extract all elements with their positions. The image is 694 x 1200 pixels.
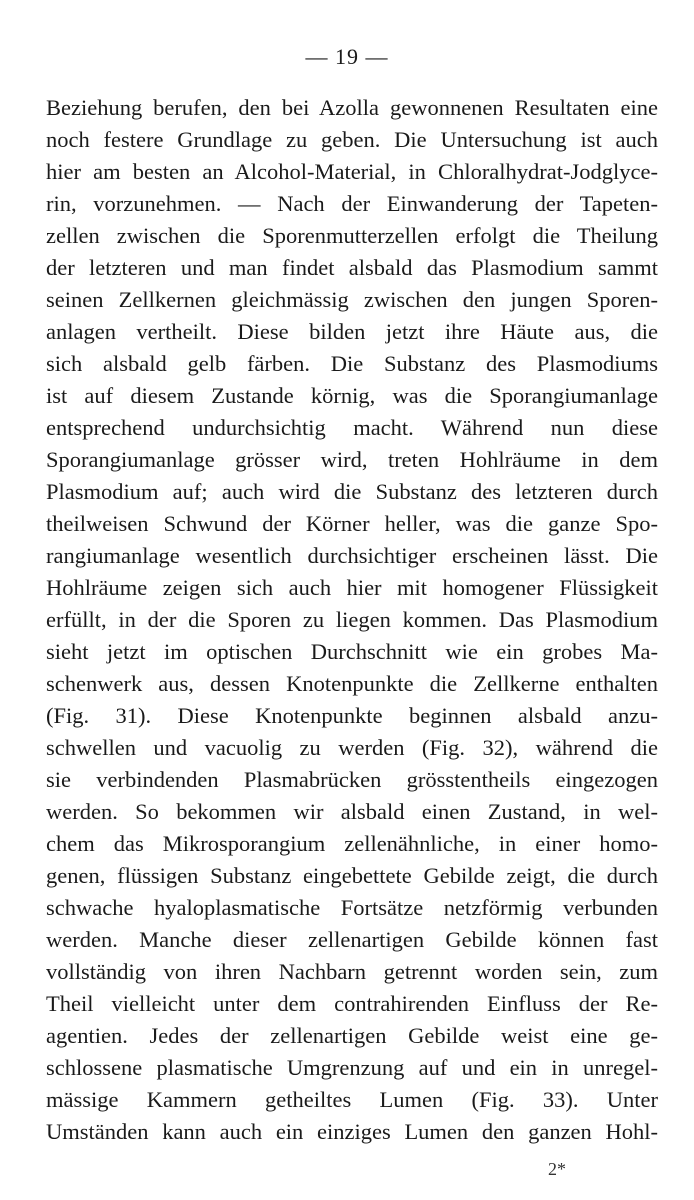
text-line: rangiumanlage wesentlich durchsichtiger erscheinen lässt. Die <box>46 543 658 568</box>
text-line: sie verbindenden Plasmabrücken grösstentheils eingezogen <box>46 767 658 792</box>
text-line: anlagen vertheilt. Diese bilden jetzt ihre Häute aus, die <box>46 319 658 344</box>
text-line: noch festere Grundlage zu geben. Die Untersuchung ist auch <box>46 127 658 152</box>
text-line: chem das Mikrosporangium zellenähnliche, in einer homo- <box>46 831 658 856</box>
text-line: ist auf diesem Zustande körnig, was die Sporangiumanlage <box>46 383 658 408</box>
text-line: schwache hyaloplasmatische Fortsätze netzförmig verbunden <box>46 895 658 920</box>
text-line: Plasmodium auf; auch wird die Substanz des letzteren durch <box>46 479 658 504</box>
text-line: mässige Kammern getheiltes Lumen (Fig. 33). Unter <box>46 1087 658 1112</box>
text-line: rin, vorzunehmen. — Nach der Einwanderung der Tapeten- <box>46 191 658 216</box>
page-number: — 19 — <box>305 44 389 69</box>
text-line: sich alsbald gelb färben. Die Substanz des Plasmodiums <box>46 351 658 376</box>
text-line: genen, flüssigen Substanz eingebettete Gebilde zeigt, die durch <box>46 863 658 888</box>
text-line: Theil vielleicht unter dem contrahirenden Einfluss der Re- <box>46 991 658 1016</box>
text-line: der letzteren und man findet alsbald das Plasmodium sammt <box>46 255 658 280</box>
text-line: zellen zwischen die Sporenmutterzellen erfolgt die Theilung <box>46 223 658 248</box>
text-line: schlossene plasmatische Umgrenzung auf und ein in unregel- <box>46 1055 658 1080</box>
text-line: seinen Zellkernen gleichmässig zwischen den jungen Sporen- <box>46 287 658 312</box>
text-line: (Fig. 31). Diese Knotenpunkte beginnen alsbald anzu- <box>46 703 658 728</box>
printer-signature-mark: 2* <box>548 1159 566 1179</box>
body-text <box>46 92 658 1148</box>
text-line: Sporangiumanlage grösser wird, treten Hohlräume in dem <box>46 447 658 472</box>
text-line: sieht jetzt im optischen Durchschnitt wie ein grobes Ma- <box>46 639 658 664</box>
text-line: werden. Manche dieser zellenartigen Gebilde können fast <box>46 927 658 952</box>
text-line: schwellen und vacuolig zu werden (Fig. 32), während die <box>46 735 658 760</box>
text-line: agentien. Jedes der zellenartigen Gebilde weist eine ge- <box>46 1023 658 1048</box>
text-line: entsprechend undurchsichtig macht. Während nun diese <box>46 415 658 440</box>
text-line: erfüllt, in der die Sporen zu liegen kommen. Das Plasmodium <box>46 607 658 632</box>
text-line: hier am besten an Alcohol-Material, in Chloralhydrat-Jodglyce- <box>46 159 658 184</box>
text-line: theilweisen Schwund der Körner heller, was die ganze Spo- <box>46 511 658 536</box>
text-line: schenwerk aus, dessen Knotenpunkte die Zellkerne enthalten <box>46 671 658 696</box>
text-line: vollständig von ihren Nachbarn getrennt worden sein, zum <box>46 959 658 984</box>
text-line: Hohlräume zeigen sich auch hier mit homogener Flüssigkeit <box>46 575 658 600</box>
text-line: Beziehung berufen, den bei Azolla gewonnenen Resultaten eine <box>46 95 658 120</box>
text-line: werden. So bekommen wir alsbald einen Zustand, in wel- <box>46 799 658 824</box>
text-line: Umständen kann auch ein einziges Lumen den ganzen Hohl- <box>46 1119 658 1144</box>
